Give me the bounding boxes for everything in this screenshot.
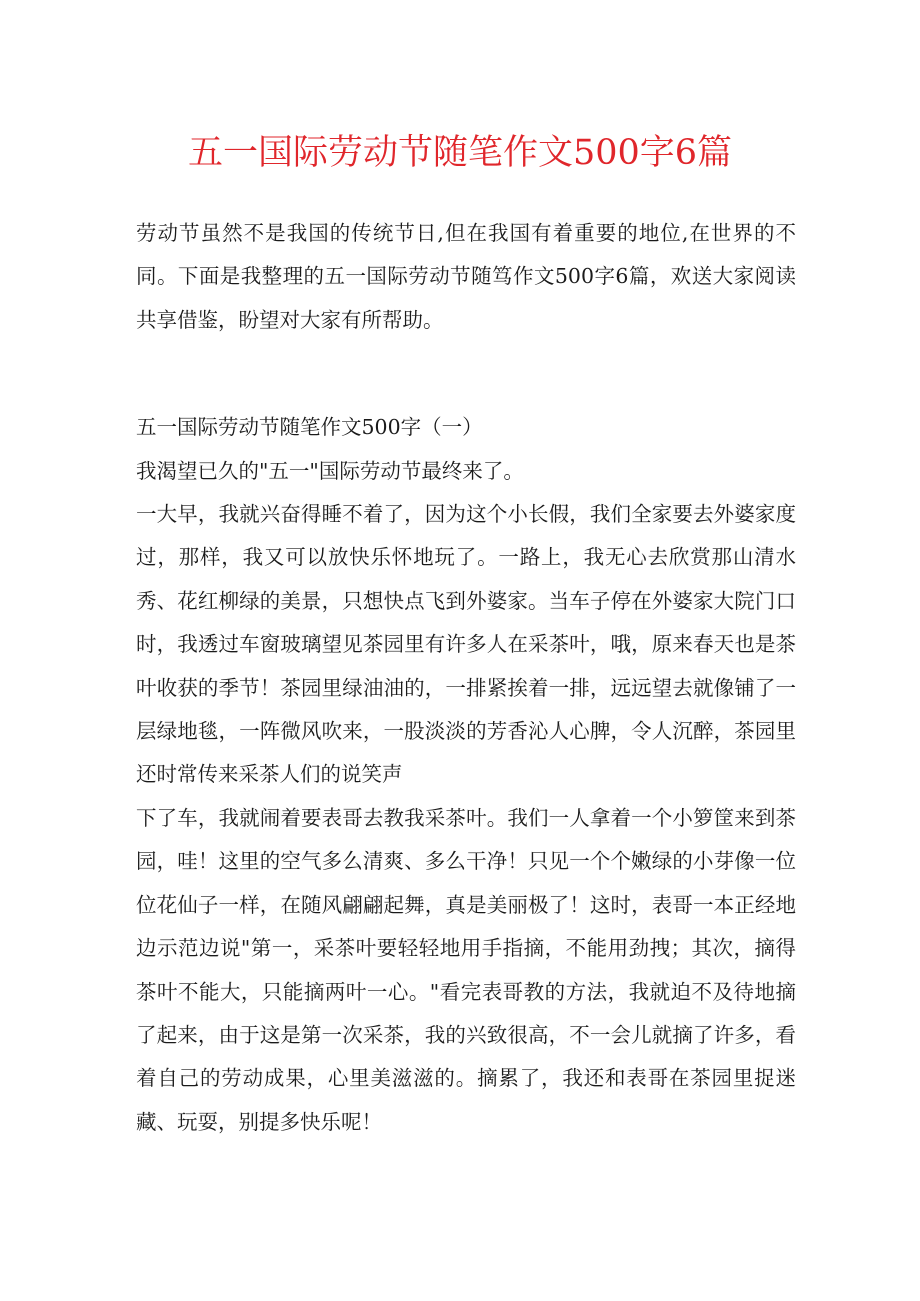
body-paragraph: 下了车，我就闹着要表哥去教我采茶叶。我们一人拿着一个小箩筐来到茶园，哇！这里的空气多么清爽、多么干净！只见一个个嫩绿的小芽像一位位花仙子一样，在随风翩翩起舞，真是美丽极了！这时，表哥一本正经地边示范边说"第一，采茶叶要轻轻地用手指摘，不能用劲拽；其次，摘得茶叶不能大，只能摘两叶一心。"看完表哥教的方法，我就迫不及待地摘了起来，由于这是第一次采茶，我的兴致很高，不一会儿就摘了许多，看着自己的劳动成果，心里美滋滋的。摘累了，我还和表哥在茶园里捉迷藏、玩耍，别提多快乐呢！ xyxy=(136,805,796,1134)
body-paragraph: 我渴望已久的"五一"国际劳动节最终来了。 xyxy=(136,458,524,483)
document-title: 五一国际劳动节随笔作文500字6篇 xyxy=(187,133,733,173)
section-heading: 五一国际劳动节随笔作文500字（一） xyxy=(136,415,483,440)
intro-paragraph: 劳动节虽然不是我国的传统节日,但在我国有着重要的地位,在世界的不同。下面是我整理的五一国际劳动节随笃作文500字6篇，欢送大家阅读共享借鉴，盼望对大家有所帮助。 xyxy=(136,221,796,332)
body-paragraph: 一大早，我就兴奋得睡不着了，因为这个小长假，我们全家要去外婆家度过，那样，我又可以放快乐怀地玩了。一路上，我无心去欣赏那山清水秀、花红柳绿的美景，只想快点飞到外婆家。当车子停在外婆家大院门口时，我透过车窗玻璃望见茶园里有许多人在采茶叶，哦，原来春天也是茶叶收获的季节！茶园里绿油油的，一排紧挨着一排，远远望去就像铺了一层绿地毯，一阵微风吹来，一股淡淡的芳香沁人心脾，令人沉醉，茶园里还时常传来采茶人们的说笑声 xyxy=(136,502,796,787)
document-body xyxy=(136,212,796,1144)
